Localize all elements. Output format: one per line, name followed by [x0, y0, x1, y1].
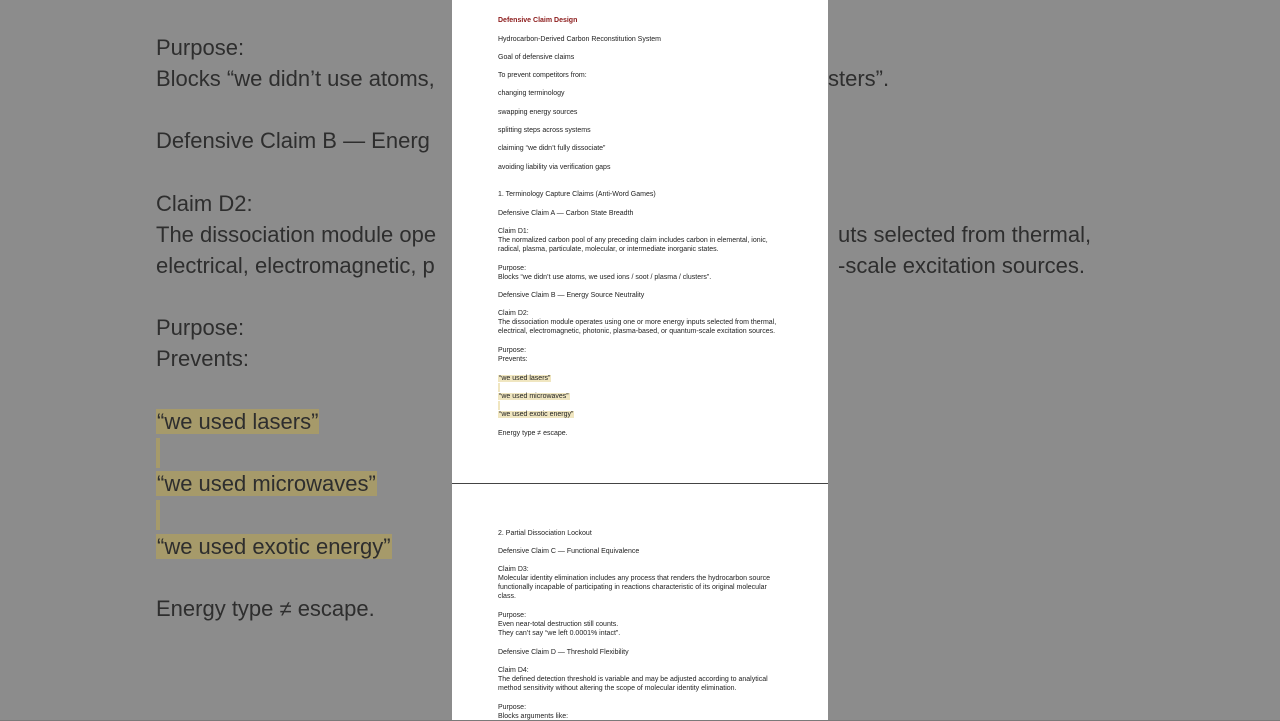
highlight-bar: [498, 401, 500, 410]
claim-text: radical, plasma, particulate, molecular, or intermediate inorganic states.: [498, 246, 719, 253]
claim-text: The dissociation module operates using one or more energy inputs selected from thermal,: [498, 319, 777, 326]
goal-item: claiming “we didn’t fully dissociate”: [498, 145, 606, 152]
prevents-label: Prevents:: [498, 356, 528, 363]
purpose-label: Purpose:: [498, 704, 527, 711]
section-heading: 1. Terminology Capture Claims (Anti-Word Games): [498, 191, 656, 198]
claim-label: Claim D4:: [498, 667, 529, 674]
purpose-text: Blocks arguments like:: [498, 713, 569, 720]
bg-line: Energy type ≠ escape.: [156, 596, 375, 621]
purpose-label: Purpose:: [498, 347, 527, 354]
bg-line: Defensive Claim B — Energ: [156, 128, 430, 153]
claim-heading: Defensive Claim C — Functional Equivalence: [498, 548, 640, 555]
highlighted-quote: “we used lasers”: [499, 375, 551, 382]
claim-text: Molecular identity elimination includes any process that renders the hydrocarbon source: [498, 575, 770, 582]
claim-text: functionally incapable of participating in reactions characteristic of its original molecular: [498, 584, 767, 591]
claim-text: The normalized carbon pool of any preceding claim includes carbon in elemental, ionic,: [498, 237, 768, 244]
document-page-1: [452, 0, 828, 483]
system-name: Hydrocarbon-Derived Carbon Reconstitution System: [498, 36, 662, 43]
bg-line: Purpose:: [156, 315, 245, 340]
section-heading: 2. Partial Dissociation Lockout: [498, 530, 592, 537]
claim-label: Claim D2:: [498, 310, 529, 317]
claim-text: electrical, electromagnetic, photonic, plasma-based, or quantum-scale excitation sources.: [498, 328, 776, 335]
bg-line: electrical, electromagnetic, p: [156, 253, 435, 278]
goal-item: avoiding liability via verification gaps: [498, 164, 611, 171]
claim-text: The defined detection threshold is variable and may be adjusted according to analytical: [498, 676, 768, 683]
purpose-label: Purpose:: [498, 265, 527, 272]
goal-item: changing terminology: [498, 90, 565, 97]
energy-note: Energy type ≠ escape.: [498, 430, 568, 437]
claim-label: Claim D3:: [498, 566, 529, 573]
claim-label: Claim D1:: [498, 228, 529, 235]
bg-highlight-line: “we used lasers”: [157, 409, 319, 434]
bg-line: sters”.: [828, 66, 890, 91]
bg-line: Blocks “we didn’t use atoms,: [156, 66, 435, 91]
claim-heading: Defensive Claim B — Energy Source Neutrality: [498, 292, 645, 299]
bg-line: Purpose:: [156, 35, 245, 60]
bg-highlight-bar: [156, 438, 160, 468]
highlighted-quote: “we used microwaves”: [499, 393, 569, 400]
bg-line: uts selected from thermal,: [838, 222, 1092, 247]
goal-heading: Goal of defensive claims: [498, 54, 575, 61]
claim-text: method sensitivity without altering the scope of molecular identity elimination.: [498, 685, 737, 692]
purpose-text: Even near-total destruction still counts.: [498, 621, 619, 628]
bg-highlight-line: “we used exotic energy”: [157, 534, 391, 559]
claim-heading: Defensive Claim D — Threshold Flexibility: [498, 649, 629, 656]
bg-highlight-bar: [156, 500, 160, 530]
claim-text: class.: [498, 593, 516, 600]
goal-item: splitting steps across systems: [498, 127, 591, 134]
highlighted-quote: “we used exotic energy”: [499, 411, 574, 418]
goal-intro: To prevent competitors from:: [498, 72, 587, 79]
bg-line: Prevents:: [156, 346, 249, 371]
goal-item: swapping energy sources: [498, 109, 578, 116]
bg-line: The dissociation module ope: [156, 222, 437, 247]
bg-highlight-line: “we used microwaves”: [157, 471, 376, 496]
highlight-bar: [498, 383, 500, 392]
document-page-2: [452, 484, 828, 720]
document-title: Defensive Claim Design: [498, 17, 578, 24]
bg-line: -scale excitation sources.: [838, 253, 1085, 278]
purpose-text: Blocks “we didn’t use atoms, we used ions / soot / plasma / clusters”.: [498, 274, 712, 281]
purpose-text: They can’t say “we left 0.0001% intact”.: [498, 630, 621, 637]
purpose-label: Purpose:: [498, 612, 527, 619]
bg-line: Claim D2:: [156, 191, 253, 216]
claim-heading: Defensive Claim A — Carbon State Breadth: [498, 210, 634, 217]
